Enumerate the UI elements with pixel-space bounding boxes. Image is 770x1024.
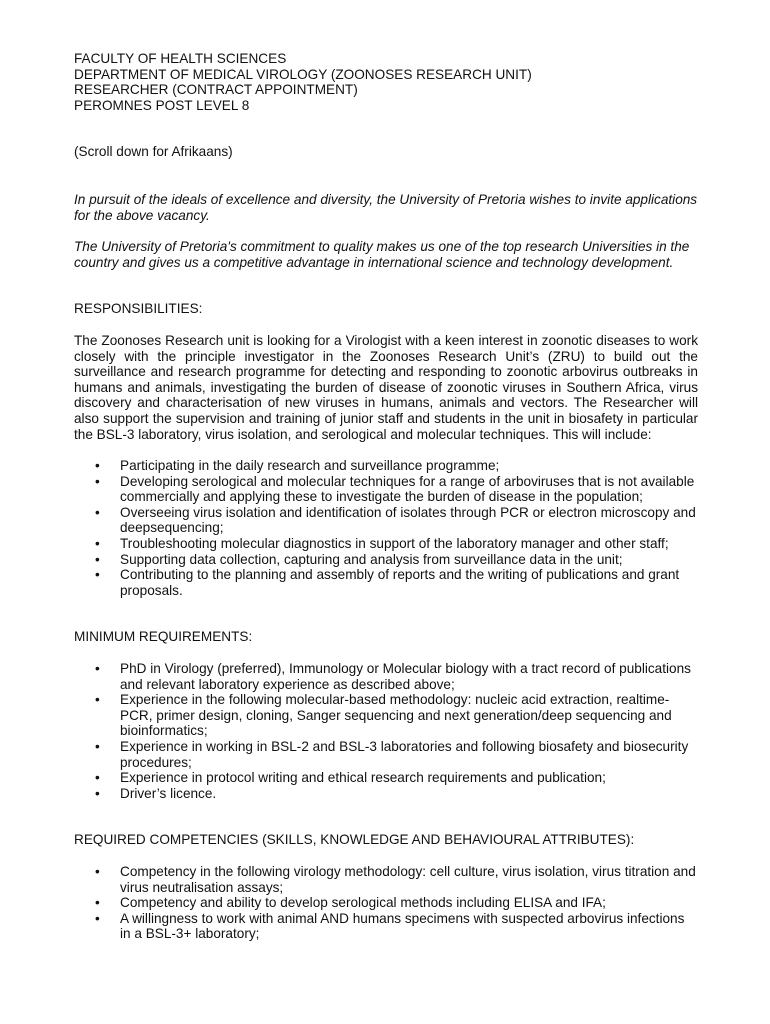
scroll-note: (Scroll down for Afrikaans) [74, 144, 233, 160]
list-item [74, 474, 698, 505]
list-item-text: Participating in the daily research and surveillance programme; [120, 458, 500, 474]
bullet-icon: • [95, 536, 100, 552]
list-item-text: Competency and ability to develop serological methods including ELISA and IFA; [120, 895, 606, 911]
list-item [74, 739, 698, 770]
bullet-icon: • [95, 473, 100, 489]
list-item [74, 911, 698, 942]
list-item [74, 567, 698, 598]
list-item-text: Troubleshooting molecular diagnostics in support of the laboratory manager and other staff; [120, 536, 669, 552]
intro-paragraph-diversity: In pursuit of the ideals of excellence and diversity, the University of Pretoria wishes to invite applications for the above vacancy. [74, 191, 698, 223]
minimum-requirements-heading: MINIMUM REQUIREMENTS: [74, 629, 253, 645]
responsibilities-paragraph: The Zoonoses Research unit is looking for a Virologist with a keen interest in zoonotic diseases to work closely with the principle investigator in the Zoonoses Research Unit’s (ZRU) to build out the surveillance and research programme for detecting and responding to zoonotic arbovirus outbreaks in humans and animals, investigating the burden of disease of zoonotic viruses in Southern Africa, virus discovery and characterisation of new viruses in humans, animals and vectors. The Researcher will also support the supervision and training of junior staff and students in the unit in biosafety in particular the BSL-3 laboratory, virus isolation, and serological and molecular techniques. This will include: [74, 332, 698, 442]
list-item [74, 552, 698, 568]
list-item [74, 786, 698, 802]
bullet-icon: • [95, 458, 100, 474]
list-item [74, 505, 698, 536]
bullet-icon: • [95, 504, 100, 520]
minimum-requirements-list [74, 661, 698, 801]
list-item-text: A willingness to work with animal AND humans specimens with suspected arbovirus infections in a BSL-3+ laboratory; [120, 910, 685, 942]
list-item-text: Developing serological and molecular techniques for a range of arboviruses that is not available commercially and applying these to investigate the burden of disease in the population; [120, 473, 695, 505]
department-name: DEPARTMENT OF MEDICAL VIROLOGY (ZOONOSES RESEARCH UNIT) [74, 66, 532, 82]
faculty-name: FACULTY OF HEALTH SCIENCES [74, 51, 287, 66]
responsibilities-list [74, 458, 698, 598]
bullet-icon: • [95, 895, 100, 911]
bullet-icon: • [95, 785, 100, 801]
list-item-text: Contributing to the planning and assembly of reports and the writing of publications and grant proposals. [120, 567, 680, 598]
list-item [74, 661, 698, 692]
list-item-text: Supporting data collection, capturing and analysis from surveillance data in the unit; [120, 551, 623, 567]
document-header [74, 51, 698, 113]
bullet-icon: • [95, 692, 100, 708]
bullet-icon: • [95, 739, 100, 754]
list-item-text: Experience in protocol writing and ethical research requirements and publication; [120, 770, 606, 786]
list-item-text: Competency in the following virology methodology: cell culture, virus isolation, virus titration and virus neutralisation assays; [120, 863, 696, 895]
list-item [74, 536, 698, 552]
list-item [74, 770, 698, 786]
list-item-text: Driver’s licence. [120, 785, 217, 801]
list-item [74, 864, 698, 895]
competencies-list [74, 864, 698, 942]
list-item [74, 458, 698, 474]
bullet-icon: • [95, 770, 100, 786]
post-level: PEROMNES POST LEVEL 8 [74, 97, 250, 113]
list-item [74, 692, 698, 739]
bullet-icon: • [95, 863, 100, 879]
competencies-heading: REQUIRED COMPETENCIES (SKILLS, KNOWLEDGE AND BEHAVIOURAL ATTRIBUTES): [74, 832, 635, 848]
bullet-icon: • [95, 661, 100, 677]
list-item-text: Experience in working in BSL-2 and BSL-3 laboratories and following biosafety and biosecurity procedures; [120, 739, 689, 770]
intro-paragraph-quality: The University of Pretoria's commitment to quality makes us one of the top research Universities in the country and gives us a competitive advantage in international science and technology development. [74, 239, 690, 270]
list-item [74, 895, 698, 911]
position-title: RESEARCHER (CONTRACT APPOINTMENT) [74, 82, 358, 98]
bullet-icon: • [95, 910, 100, 926]
list-item-text: Overseeing virus isolation and identification of isolates through PCR or electron microscopy and deepsequencing; [120, 504, 696, 536]
responsibilities-heading: RESPONSIBILITIES: [74, 301, 203, 317]
list-item-text: Experience in the following molecular-based methodology: nucleic acid extraction, realtime-PCR, primer design, cloning, Sanger sequencing and next generation/deep sequencing and bioinformatics; [120, 692, 672, 739]
document-page [74, 51, 698, 942]
list-item-text: PhD in Virology (preferred), Immunology or Molecular biology with a tract record of publications and relevant laboratory experience as described above; [120, 661, 691, 692]
bullet-icon: • [95, 567, 100, 583]
bullet-icon: • [95, 551, 100, 567]
